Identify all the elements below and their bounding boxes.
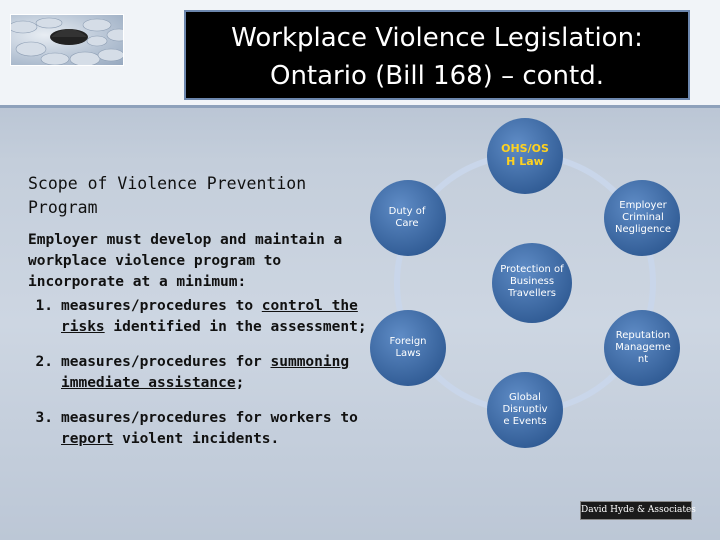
list-item-text: measures/procedures for summoning immediate assistance; [61,354,350,391]
list-item-text: measures/procedures to control the risks identified in the assessment; [61,298,367,335]
node-label-global: Global Disruptiv e Events [502,392,548,427]
list-item-number: 2. [35,354,53,370]
brand-logo: David Hyde & Associates [580,501,692,520]
title-line-1: Workplace Violence Legislation: [231,23,643,53]
node-label-foreign: Foreign Laws [389,336,427,359]
slide-title [184,10,690,100]
list-item-number: 3. [35,410,53,426]
node-label-reputation: Reputation Manageme nt [615,330,671,365]
list-item [28,296,368,338]
intro-paragraph: Employer must develop and maintain a workplace violence program to incorporate at a minimum: [28,232,343,290]
risk-cycle-diagram [370,118,710,448]
node-label-criminal: Employer Criminal Negligence [614,200,672,235]
list-item [28,352,368,394]
list-item-number: 1. [35,298,53,314]
node-label-duty: Duty of Care [388,206,426,229]
node-label-center: Protection of Business Travellers [500,264,564,299]
scope-text-block [28,172,368,450]
list-item-text: measures/procedures for workers to report violent incidents. [61,410,358,447]
title-line-2: Ontario (Bill 168) – contd. [269,61,604,91]
slide-header [0,0,720,108]
scope-heading: Scope of Violence Prevention Program [28,174,307,217]
umbrellas-photo-icon [10,14,124,66]
list-item [28,408,368,450]
node-label-ohs: OHS/OS H Law [501,142,549,168]
